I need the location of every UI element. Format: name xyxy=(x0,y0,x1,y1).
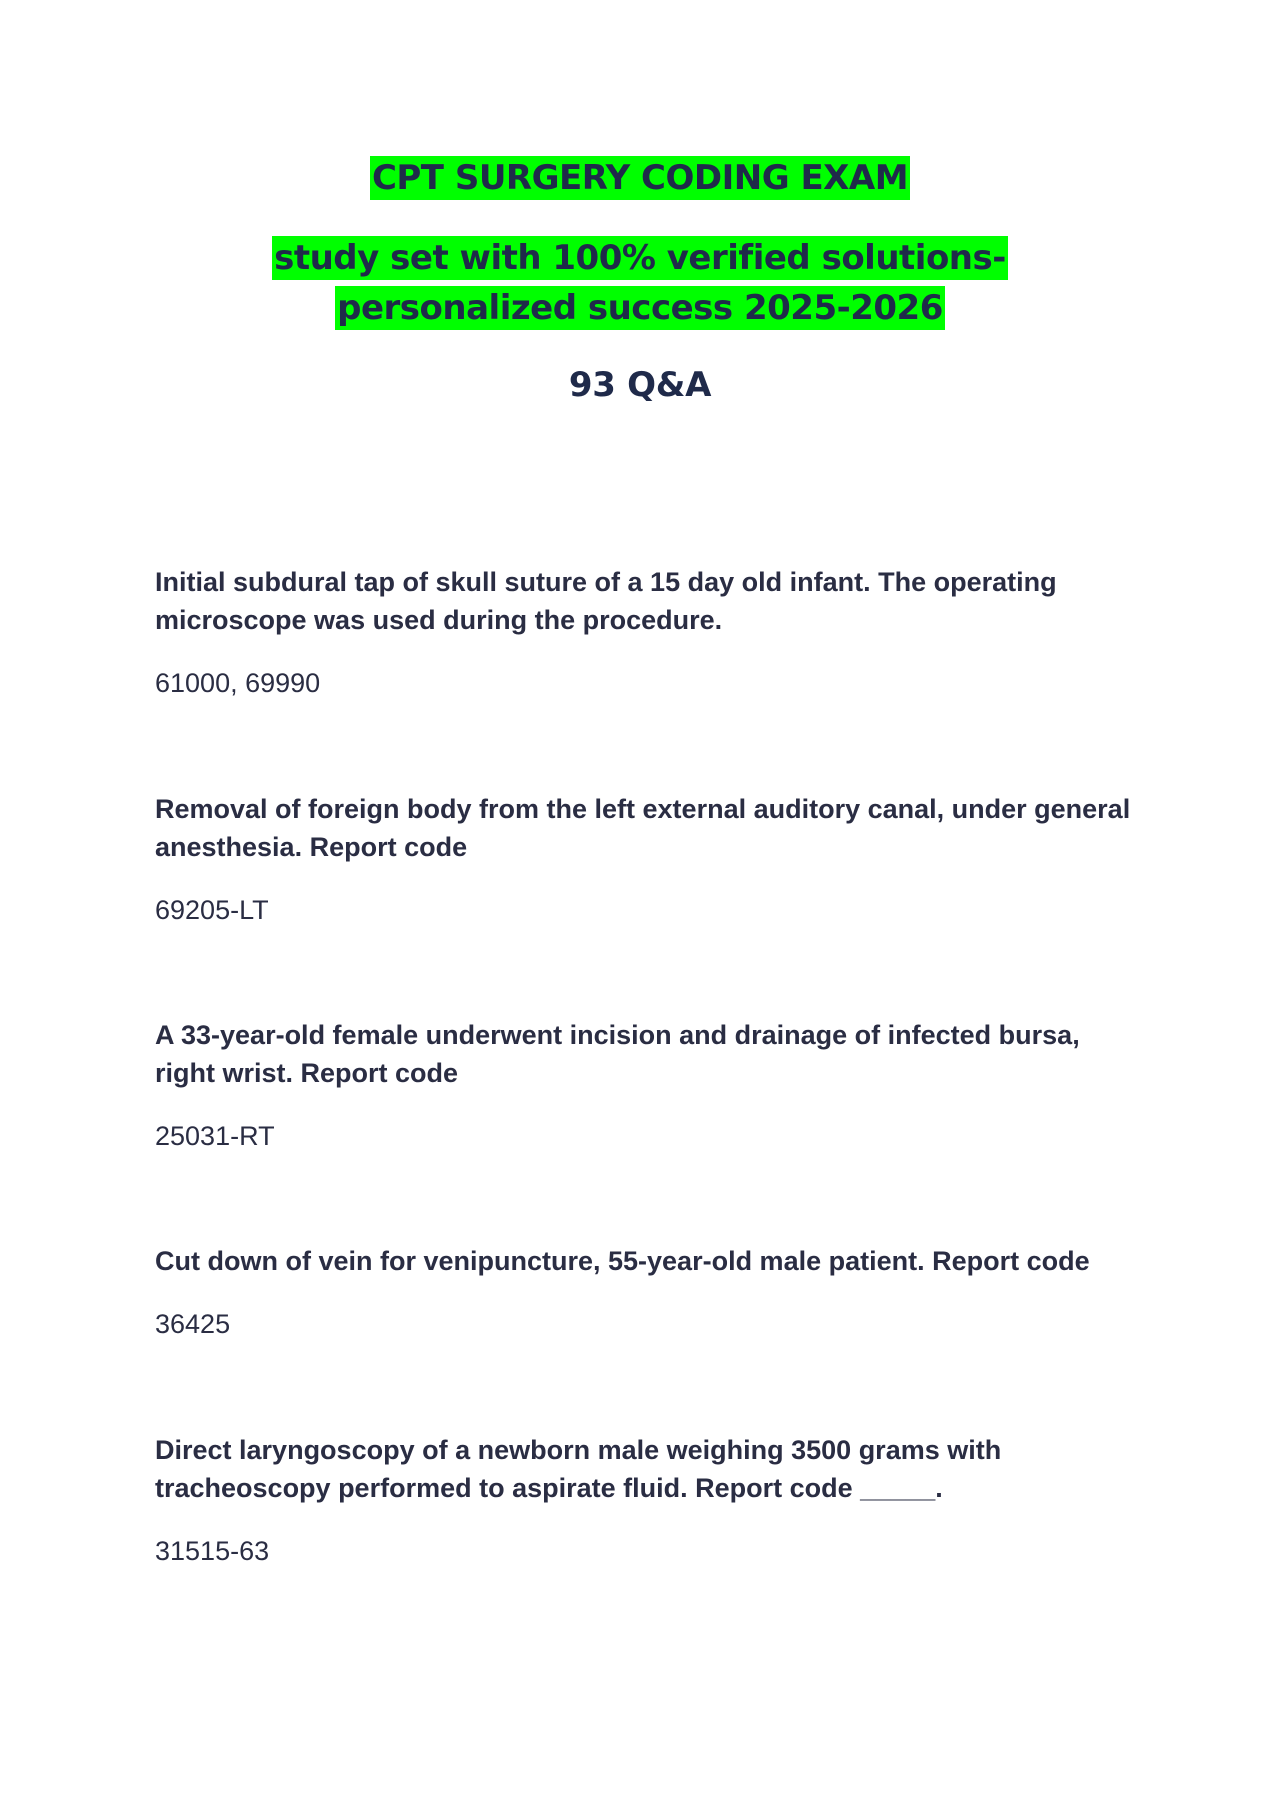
question-text: Cut down of vein for venipuncture, 55-year-old male patient. Report code xyxy=(155,1246,1090,1276)
question-text: Direct laryngoscopy of a newborn male weighing 3500 grams with tracheoscopy performed to aspirate fluid. Report code _____. xyxy=(155,1435,1002,1503)
answer-text: 61000, 69990 xyxy=(155,668,321,698)
document-title-text: CPT SURGERY CODING EXAM xyxy=(371,158,909,198)
answer-text: 69205-LT xyxy=(155,895,269,925)
answer-text: 31515-63 xyxy=(155,1536,270,1566)
document-subtitle xyxy=(155,233,1125,333)
answer-text: 36425 xyxy=(155,1309,231,1339)
question-count: 93 Q&A xyxy=(568,365,712,405)
document-subtitle-text: study set with 100% verified solutions-personalized success 2025-2026 xyxy=(274,238,1006,328)
answer-text: 25031-RT xyxy=(155,1121,275,1151)
qa-item xyxy=(155,563,1135,702)
question-text: Removal of foreign body from the left external auditory canal, under general anesthesia. Report code xyxy=(155,794,1131,862)
qa-item xyxy=(155,1016,1135,1155)
question-text: Initial subdural tap of skull suture of a 15 day old infant. The operating microscope was used during the procedure. xyxy=(155,567,1057,635)
qa-item xyxy=(155,790,1135,929)
qa-item xyxy=(155,1242,1135,1343)
qa-item xyxy=(155,1431,1135,1570)
question-text: A 33-year-old female underwent incision and drainage of infected bursa, right wrist. Report code xyxy=(155,1020,1080,1088)
document-title xyxy=(155,153,1125,203)
